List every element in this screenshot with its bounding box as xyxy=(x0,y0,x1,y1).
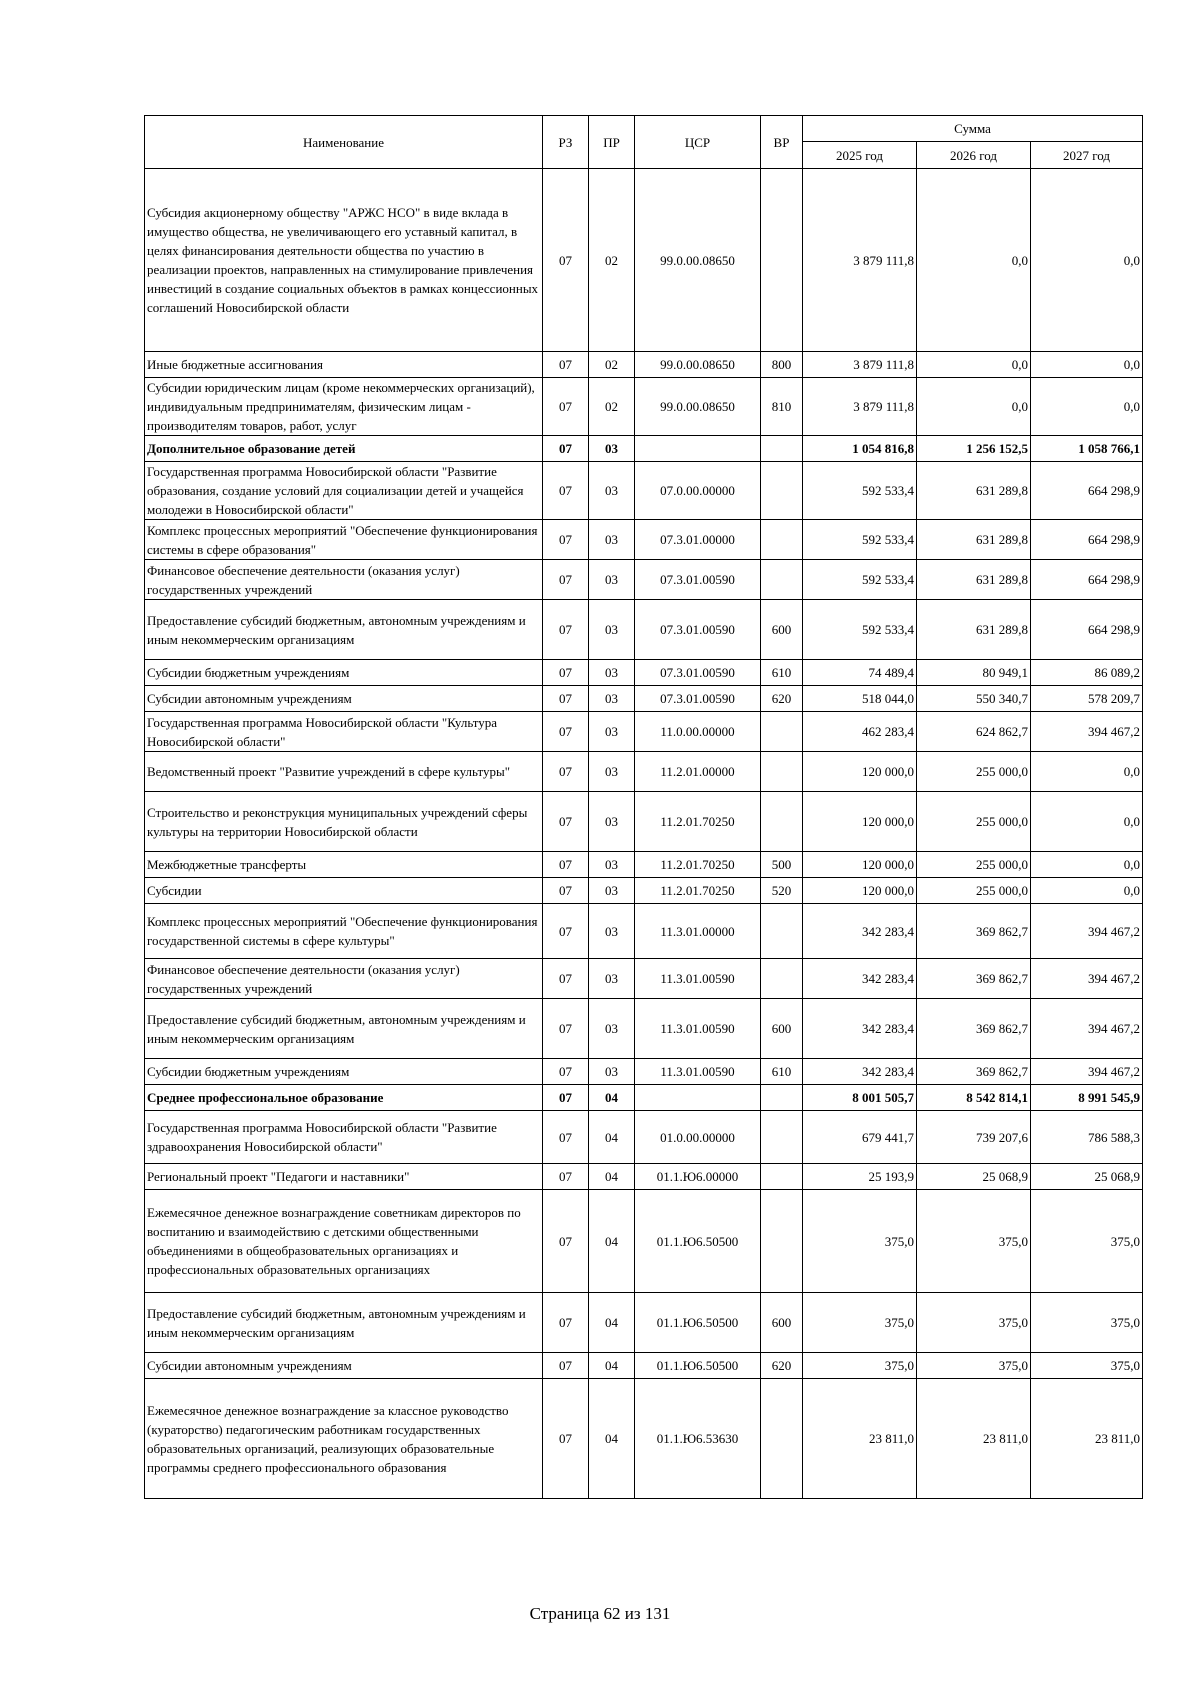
cell-csr: 01.1.Ю6.50500 xyxy=(635,1293,761,1353)
table-row xyxy=(145,378,1143,436)
cell-y2026: 624 862,7 xyxy=(917,712,1031,752)
cell-y2025: 23 811,0 xyxy=(803,1379,917,1499)
cell-csr: 99.0.00.08650 xyxy=(635,352,761,378)
cell-y2025: 342 283,4 xyxy=(803,904,917,959)
cell-pr: 04 xyxy=(589,1085,635,1111)
cell-y2025: 8 001 505,7 xyxy=(803,1085,917,1111)
table-row xyxy=(145,352,1143,378)
cell-csr: 01.1.Ю6.00000 xyxy=(635,1164,761,1190)
cell-rz: 07 xyxy=(543,436,589,462)
cell-csr: 07.3.01.00590 xyxy=(635,660,761,686)
table-row xyxy=(145,712,1143,752)
cell-csr: 01.0.00.00000 xyxy=(635,1111,761,1164)
cell-csr: 01.1.Ю6.53630 xyxy=(635,1379,761,1499)
cell-y2026: 23 811,0 xyxy=(917,1379,1031,1499)
cell-csr: 11.0.00.00000 xyxy=(635,712,761,752)
cell-vr xyxy=(761,1085,803,1111)
cell-y2025: 518 044,0 xyxy=(803,686,917,712)
cell-name: Региональный проект "Педагоги и наставники" xyxy=(145,1164,543,1190)
cell-rz: 07 xyxy=(543,1164,589,1190)
cell-y2026: 631 289,8 xyxy=(917,600,1031,660)
cell-pr: 03 xyxy=(589,600,635,660)
cell-y2025: 120 000,0 xyxy=(803,752,917,792)
cell-y2025: 375,0 xyxy=(803,1293,917,1353)
table-row xyxy=(145,1353,1143,1379)
cell-y2026: 369 862,7 xyxy=(917,1059,1031,1085)
cell-y2025: 375,0 xyxy=(803,1353,917,1379)
cell-csr xyxy=(635,436,761,462)
cell-name: Государственная программа Новосибирской области "Культура Новосибирской области" xyxy=(145,712,543,752)
cell-pr: 03 xyxy=(589,959,635,999)
table-row xyxy=(145,660,1143,686)
cell-y2025: 3 879 111,8 xyxy=(803,169,917,352)
cell-y2026: 255 000,0 xyxy=(917,878,1031,904)
header-vr: ВР xyxy=(761,116,803,169)
cell-rz: 07 xyxy=(543,1293,589,1353)
cell-name: Субсидии бюджетным учреждениям xyxy=(145,660,543,686)
table-row xyxy=(145,1379,1143,1499)
cell-name: Предоставление субсидий бюджетным, автономным учреждениям и иным некоммерческим организациям xyxy=(145,600,543,660)
header-year-2027: 2027 год xyxy=(1031,142,1143,169)
cell-csr: 11.3.01.00590 xyxy=(635,1059,761,1085)
table-row xyxy=(145,1059,1143,1085)
cell-name: Финансовое обеспечение деятельности (оказания услуг) государственных учреждений xyxy=(145,560,543,600)
cell-rz: 07 xyxy=(543,600,589,660)
cell-y2026: 369 862,7 xyxy=(917,904,1031,959)
cell-name: Ежемесячное денежное вознаграждение советникам директоров по воспитанию и взаимодействию с детскими общественными объединениями в общеобразовательных организациях и профессиональных образовательных организациях xyxy=(145,1190,543,1293)
cell-y2026: 375,0 xyxy=(917,1353,1031,1379)
cell-pr: 03 xyxy=(589,999,635,1059)
cell-name: Среднее профессиональное образование xyxy=(145,1085,543,1111)
cell-pr: 03 xyxy=(589,878,635,904)
table-row xyxy=(145,792,1143,852)
cell-name: Субсидии юридическим лицам (кроме некоммерческих организаций), индивидуальным предпринимателям, физическим лицам - производителям товаров, работ, услуг xyxy=(145,378,543,436)
cell-rz: 07 xyxy=(543,1059,589,1085)
cell-vr xyxy=(761,169,803,352)
cell-y2027: 375,0 xyxy=(1031,1353,1143,1379)
cell-y2027: 664 298,9 xyxy=(1031,600,1143,660)
budget-table xyxy=(144,115,1143,1499)
cell-y2026: 0,0 xyxy=(917,352,1031,378)
table-row xyxy=(145,1164,1143,1190)
cell-rz: 07 xyxy=(543,878,589,904)
cell-vr: 600 xyxy=(761,1293,803,1353)
table-row xyxy=(145,520,1143,560)
cell-pr: 03 xyxy=(589,660,635,686)
cell-rz: 07 xyxy=(543,169,589,352)
cell-vr xyxy=(761,792,803,852)
cell-csr xyxy=(635,1085,761,1111)
cell-pr: 03 xyxy=(589,792,635,852)
cell-y2026: 255 000,0 xyxy=(917,852,1031,878)
cell-y2027: 394 467,2 xyxy=(1031,959,1143,999)
cell-vr: 600 xyxy=(761,600,803,660)
cell-csr: 07.3.01.00590 xyxy=(635,560,761,600)
page-number: Страница 62 из 131 xyxy=(529,1604,671,1623)
cell-csr: 11.3.01.00000 xyxy=(635,904,761,959)
cell-y2026: 1 256 152,5 xyxy=(917,436,1031,462)
table-row xyxy=(145,600,1143,660)
cell-csr: 07.0.00.00000 xyxy=(635,462,761,520)
cell-name: Межбюджетные трансферты xyxy=(145,852,543,878)
cell-y2026: 25 068,9 xyxy=(917,1164,1031,1190)
table-row xyxy=(145,560,1143,600)
cell-y2026: 739 207,6 xyxy=(917,1111,1031,1164)
cell-vr: 600 xyxy=(761,999,803,1059)
cell-y2025: 342 283,4 xyxy=(803,959,917,999)
cell-y2026: 550 340,7 xyxy=(917,686,1031,712)
table-row xyxy=(145,878,1143,904)
cell-name: Предоставление субсидий бюджетным, автономным учреждениям и иным некоммерческим организациям xyxy=(145,1293,543,1353)
cell-rz: 07 xyxy=(543,378,589,436)
header-name: Наименование xyxy=(145,116,543,169)
cell-y2025: 375,0 xyxy=(803,1190,917,1293)
cell-pr: 03 xyxy=(589,560,635,600)
cell-vr xyxy=(761,752,803,792)
cell-y2025: 120 000,0 xyxy=(803,792,917,852)
cell-y2027: 86 089,2 xyxy=(1031,660,1143,686)
cell-y2027: 0,0 xyxy=(1031,792,1143,852)
cell-rz: 07 xyxy=(543,1111,589,1164)
cell-y2026: 80 949,1 xyxy=(917,660,1031,686)
cell-name: Субсидия акционерному обществу "АРЖС НСО" в виде вклада в имущество общества, не увеличивающего его уставный капитал, в целях финансирования деятельности общества по участию в реализации проектов, направленных на стимулирование привлечения инвестиций в создание социальных объектов в рамках концессионных соглашений Новосибирской области xyxy=(145,169,543,352)
table-row xyxy=(145,1085,1143,1111)
cell-y2027: 664 298,9 xyxy=(1031,462,1143,520)
cell-y2026: 255 000,0 xyxy=(917,752,1031,792)
cell-vr xyxy=(761,1164,803,1190)
cell-name: Ежемесячное денежное вознаграждение за классное руководство (кураторство) педагогическим работникам государственных образовательных организаций, реализующих образовательные программы среднего профессионального образования xyxy=(145,1379,543,1499)
cell-y2027: 664 298,9 xyxy=(1031,520,1143,560)
cell-rz: 07 xyxy=(543,792,589,852)
cell-pr: 03 xyxy=(589,904,635,959)
cell-y2026: 631 289,8 xyxy=(917,462,1031,520)
cell-name: Субсидии автономным учреждениям xyxy=(145,1353,543,1379)
cell-vr: 520 xyxy=(761,878,803,904)
cell-name: Субсидии бюджетным учреждениям xyxy=(145,1059,543,1085)
cell-name: Ведомственный проект "Развитие учреждений в сфере культуры" xyxy=(145,752,543,792)
cell-csr: 07.3.01.00000 xyxy=(635,520,761,560)
cell-vr xyxy=(761,436,803,462)
header-sum: Сумма xyxy=(803,116,1143,142)
cell-y2026: 375,0 xyxy=(917,1190,1031,1293)
cell-vr: 620 xyxy=(761,686,803,712)
cell-rz: 07 xyxy=(543,520,589,560)
cell-y2027: 394 467,2 xyxy=(1031,1059,1143,1085)
cell-y2027: 1 058 766,1 xyxy=(1031,436,1143,462)
cell-pr: 02 xyxy=(589,169,635,352)
cell-pr: 03 xyxy=(589,462,635,520)
cell-csr: 11.3.01.00590 xyxy=(635,959,761,999)
cell-csr: 99.0.00.08650 xyxy=(635,378,761,436)
cell-name: Финансовое обеспечение деятельности (оказания услуг) государственных учреждений xyxy=(145,959,543,999)
cell-y2025: 342 283,4 xyxy=(803,1059,917,1085)
cell-y2027: 25 068,9 xyxy=(1031,1164,1143,1190)
cell-vr xyxy=(761,712,803,752)
cell-pr: 03 xyxy=(589,686,635,712)
header-rz: РЗ xyxy=(543,116,589,169)
cell-y2025: 3 879 111,8 xyxy=(803,352,917,378)
cell-name: Комплекс процессных мероприятий "Обеспечение функционирования системы в сфере образования" xyxy=(145,520,543,560)
cell-rz: 07 xyxy=(543,752,589,792)
cell-rz: 07 xyxy=(543,852,589,878)
cell-vr xyxy=(761,1190,803,1293)
cell-rz: 07 xyxy=(543,1379,589,1499)
cell-vr xyxy=(761,1111,803,1164)
cell-csr: 01.1.Ю6.50500 xyxy=(635,1190,761,1293)
header-year-2025: 2025 год xyxy=(803,142,917,169)
cell-y2025: 3 879 111,8 xyxy=(803,378,917,436)
table-row xyxy=(145,752,1143,792)
cell-rz: 07 xyxy=(543,1190,589,1293)
header-year-2026: 2026 год xyxy=(917,142,1031,169)
cell-vr: 810 xyxy=(761,378,803,436)
table-row xyxy=(145,462,1143,520)
cell-vr xyxy=(761,1379,803,1499)
cell-vr xyxy=(761,904,803,959)
cell-y2025: 342 283,4 xyxy=(803,999,917,1059)
cell-pr: 02 xyxy=(589,352,635,378)
table-body xyxy=(145,169,1143,1499)
table-row xyxy=(145,999,1143,1059)
cell-y2027: 0,0 xyxy=(1031,852,1143,878)
cell-y2027: 394 467,2 xyxy=(1031,999,1143,1059)
cell-y2027: 578 209,7 xyxy=(1031,686,1143,712)
cell-pr: 03 xyxy=(589,852,635,878)
cell-rz: 07 xyxy=(543,712,589,752)
cell-pr: 03 xyxy=(589,712,635,752)
cell-pr: 04 xyxy=(589,1379,635,1499)
header-pr: ПР xyxy=(589,116,635,169)
cell-rz: 07 xyxy=(543,959,589,999)
cell-rz: 07 xyxy=(543,686,589,712)
cell-y2027: 375,0 xyxy=(1031,1190,1143,1293)
cell-pr: 04 xyxy=(589,1190,635,1293)
cell-y2026: 631 289,8 xyxy=(917,520,1031,560)
table-row xyxy=(145,904,1143,959)
cell-y2027: 0,0 xyxy=(1031,752,1143,792)
cell-y2027: 8 991 545,9 xyxy=(1031,1085,1143,1111)
table-row xyxy=(145,959,1143,999)
cell-csr: 07.3.01.00590 xyxy=(635,600,761,660)
cell-y2025: 592 533,4 xyxy=(803,600,917,660)
cell-vr: 620 xyxy=(761,1353,803,1379)
cell-y2026: 369 862,7 xyxy=(917,999,1031,1059)
cell-vr xyxy=(761,959,803,999)
cell-y2026: 0,0 xyxy=(917,169,1031,352)
cell-vr: 800 xyxy=(761,352,803,378)
cell-csr: 11.3.01.00590 xyxy=(635,999,761,1059)
cell-y2027: 664 298,9 xyxy=(1031,560,1143,600)
cell-y2025: 120 000,0 xyxy=(803,852,917,878)
cell-vr xyxy=(761,560,803,600)
cell-vr: 610 xyxy=(761,660,803,686)
cell-pr: 03 xyxy=(589,436,635,462)
cell-y2026: 631 289,8 xyxy=(917,560,1031,600)
cell-y2025: 25 193,9 xyxy=(803,1164,917,1190)
cell-y2027: 0,0 xyxy=(1031,878,1143,904)
cell-name: Иные бюджетные ассигнования xyxy=(145,352,543,378)
cell-y2026: 8 542 814,1 xyxy=(917,1085,1031,1111)
cell-name: Дополнительное образование детей xyxy=(145,436,543,462)
cell-csr: 99.0.00.08650 xyxy=(635,169,761,352)
cell-y2025: 679 441,7 xyxy=(803,1111,917,1164)
cell-name: Государственная программа Новосибирской области "Развитие образования, создание условий для социализации детей и учащейся молодежи в Новосибирской области" xyxy=(145,462,543,520)
cell-y2027: 0,0 xyxy=(1031,378,1143,436)
cell-name: Государственная программа Новосибирской области "Развитие здравоохранения Новосибирской области" xyxy=(145,1111,543,1164)
cell-vr: 610 xyxy=(761,1059,803,1085)
cell-rz: 07 xyxy=(543,462,589,520)
cell-y2027: 23 811,0 xyxy=(1031,1379,1143,1499)
cell-vr xyxy=(761,462,803,520)
cell-y2026: 375,0 xyxy=(917,1293,1031,1353)
cell-y2025: 1 054 816,8 xyxy=(803,436,917,462)
cell-y2026: 255 000,0 xyxy=(917,792,1031,852)
cell-y2027: 0,0 xyxy=(1031,169,1143,352)
cell-y2027: 394 467,2 xyxy=(1031,712,1143,752)
cell-rz: 07 xyxy=(543,352,589,378)
cell-pr: 03 xyxy=(589,520,635,560)
cell-y2025: 592 533,4 xyxy=(803,560,917,600)
cell-rz: 07 xyxy=(543,560,589,600)
cell-y2025: 120 000,0 xyxy=(803,878,917,904)
table-row xyxy=(145,1111,1143,1164)
cell-csr: 11.2.01.70250 xyxy=(635,878,761,904)
cell-csr: 11.2.01.70250 xyxy=(635,792,761,852)
cell-y2025: 592 533,4 xyxy=(803,462,917,520)
cell-y2027: 394 467,2 xyxy=(1031,904,1143,959)
cell-y2027: 0,0 xyxy=(1031,352,1143,378)
cell-pr: 03 xyxy=(589,1059,635,1085)
table-row xyxy=(145,686,1143,712)
cell-rz: 07 xyxy=(543,1353,589,1379)
cell-name: Комплекс процессных мероприятий "Обеспечение функционирования государственной системы в сфере культуры" xyxy=(145,904,543,959)
cell-y2027: 375,0 xyxy=(1031,1293,1143,1353)
cell-name: Предоставление субсидий бюджетным, автономным учреждениям и иным некоммерческим организациям xyxy=(145,999,543,1059)
cell-pr: 02 xyxy=(589,378,635,436)
cell-pr: 03 xyxy=(589,752,635,792)
cell-rz: 07 xyxy=(543,1085,589,1111)
cell-name: Субсидии xyxy=(145,878,543,904)
cell-y2025: 592 533,4 xyxy=(803,520,917,560)
table-row xyxy=(145,1293,1143,1353)
cell-y2026: 369 862,7 xyxy=(917,959,1031,999)
cell-pr: 04 xyxy=(589,1164,635,1190)
cell-pr: 04 xyxy=(589,1111,635,1164)
cell-y2027: 786 588,3 xyxy=(1031,1111,1143,1164)
cell-csr: 11.2.01.00000 xyxy=(635,752,761,792)
cell-csr: 01.1.Ю6.50500 xyxy=(635,1353,761,1379)
cell-pr: 04 xyxy=(589,1353,635,1379)
cell-vr: 500 xyxy=(761,852,803,878)
cell-y2025: 74 489,4 xyxy=(803,660,917,686)
cell-rz: 07 xyxy=(543,904,589,959)
cell-vr xyxy=(761,520,803,560)
table-row xyxy=(145,169,1143,352)
cell-csr: 07.3.01.00590 xyxy=(635,686,761,712)
cell-y2026: 0,0 xyxy=(917,378,1031,436)
cell-csr: 11.2.01.70250 xyxy=(635,852,761,878)
table-row xyxy=(145,436,1143,462)
cell-name: Субсидии автономным учреждениям xyxy=(145,686,543,712)
cell-rz: 07 xyxy=(543,999,589,1059)
cell-y2025: 462 283,4 xyxy=(803,712,917,752)
table-row xyxy=(145,1190,1143,1293)
cell-rz: 07 xyxy=(543,660,589,686)
table-row xyxy=(145,852,1143,878)
cell-pr: 04 xyxy=(589,1293,635,1353)
header-csr: ЦСР xyxy=(635,116,761,169)
cell-name: Строительство и реконструкция муниципальных учреждений сферы культуры на территории Новосибирской области xyxy=(145,792,543,852)
